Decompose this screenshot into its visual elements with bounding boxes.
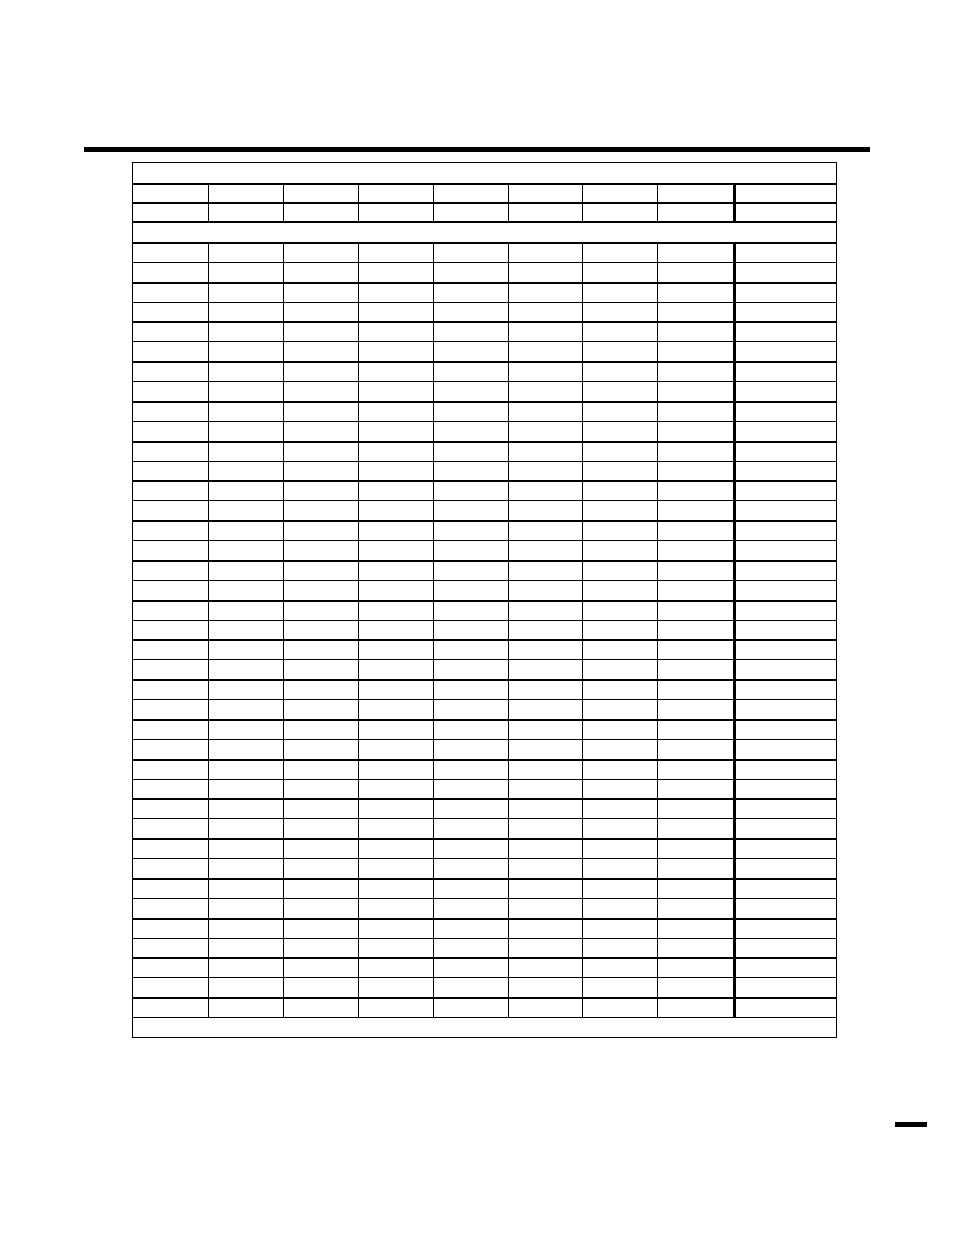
row-rule bbox=[132, 401, 837, 403]
row-rule bbox=[132, 580, 837, 581]
row-rule bbox=[132, 302, 837, 303]
column-rule bbox=[582, 242, 583, 1017]
column-rule bbox=[283, 242, 284, 1017]
column-rule bbox=[208, 242, 209, 1017]
row-rule bbox=[132, 500, 837, 501]
row-rule bbox=[132, 838, 837, 840]
row-rule bbox=[132, 918, 837, 920]
row-rule bbox=[132, 679, 837, 681]
top-rule bbox=[84, 147, 870, 152]
header-rule bbox=[132, 221, 837, 223]
column-rule bbox=[433, 183, 434, 221]
row-rule bbox=[132, 540, 837, 541]
row-rule bbox=[132, 779, 837, 780]
row-rule bbox=[132, 659, 837, 660]
row-rule bbox=[132, 719, 837, 721]
column-rule bbox=[358, 183, 359, 221]
header-rule bbox=[132, 202, 837, 204]
row-rule bbox=[132, 699, 837, 700]
section-rule bbox=[132, 242, 837, 244]
row-rule bbox=[132, 282, 837, 284]
column-rule bbox=[508, 183, 509, 221]
row-rule bbox=[132, 938, 837, 939]
row-rule bbox=[132, 957, 837, 959]
row-rule bbox=[132, 520, 837, 522]
row-rule bbox=[132, 461, 837, 462]
row-rule bbox=[132, 262, 837, 263]
row-rule bbox=[132, 321, 837, 323]
row-rule bbox=[132, 818, 837, 819]
row-rule bbox=[132, 858, 837, 859]
column-rule bbox=[508, 242, 509, 1017]
row-rule bbox=[132, 381, 837, 382]
row-rule bbox=[132, 639, 837, 641]
header-rule bbox=[132, 183, 837, 185]
row-rule bbox=[132, 480, 837, 482]
column-rule-thick bbox=[733, 242, 736, 1017]
row-rule bbox=[132, 759, 837, 761]
row-rule bbox=[132, 798, 837, 800]
row-rule bbox=[132, 560, 837, 562]
row-rule bbox=[132, 1017, 837, 1018]
column-rule-thick bbox=[733, 183, 736, 221]
row-rule bbox=[132, 620, 837, 621]
row-rule bbox=[132, 361, 837, 363]
column-rule bbox=[208, 183, 209, 221]
row-rule bbox=[132, 997, 837, 999]
column-rule bbox=[582, 183, 583, 221]
page-edge-marker bbox=[895, 1122, 927, 1127]
row-rule bbox=[132, 977, 837, 978]
column-rule bbox=[433, 242, 434, 1017]
row-rule bbox=[132, 739, 837, 740]
row-rule bbox=[132, 441, 837, 443]
row-rule bbox=[132, 878, 837, 880]
row-rule bbox=[132, 341, 837, 342]
column-rule bbox=[657, 183, 658, 221]
column-rule bbox=[657, 242, 658, 1017]
row-rule bbox=[132, 898, 837, 899]
row-rule bbox=[132, 421, 837, 422]
column-rule bbox=[358, 242, 359, 1017]
column-rule bbox=[283, 183, 284, 221]
row-rule bbox=[132, 600, 837, 602]
